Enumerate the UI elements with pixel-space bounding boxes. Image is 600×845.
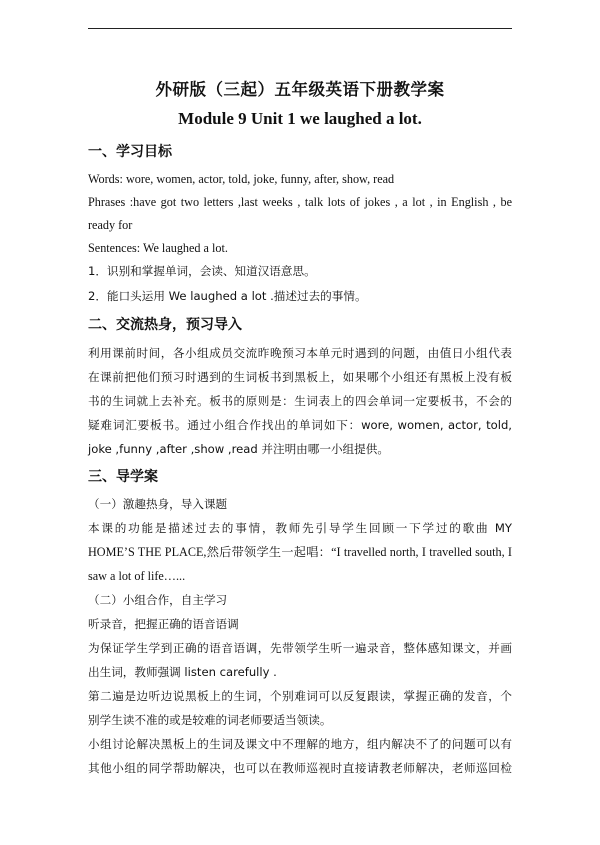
objective-item-2: 2．能口头运用 We laughed a lot .描述过去的事情。 bbox=[88, 289, 367, 303]
intro-para-line: HOME’S THE PLACE,然后带领学生一起唱：“I travelled north, I travelled south, I bbox=[88, 545, 512, 559]
warmup-para-line: 书的生词就上去补充。板书的原则是：生词表上的四会单词一定要板书，不会的 bbox=[88, 394, 512, 408]
intro-para-line: 本课的功能是描述过去的事情，教师先引导学生回顾一下学过的歌曲 MY bbox=[88, 521, 512, 535]
warmup-para-line: 疑难词汇要板书。通过小组合作找出的单词如下：wore, women, actor, told, bbox=[88, 418, 512, 432]
group-para-line: 第二遍是边听边说黑板上的生词，个别难词可以反复跟读，掌握正确的发音，个 bbox=[88, 689, 512, 703]
subsection-heading-1: （一）激趣热身，导入课题 bbox=[88, 497, 228, 511]
warmup-para-line: 在课前把他们预习时遇到的生词板书到黑板上，如果哪个小组还有黑板上没有板 bbox=[88, 370, 512, 384]
section-heading-objectives: 一、学习目标 bbox=[88, 144, 172, 160]
document-subtitle: Module 9 Unit 1 we laughed a lot. bbox=[178, 109, 422, 128]
warmup-para-line: joke ,funny ,after ,show ,read 并注明由哪一小组提供。 bbox=[88, 442, 389, 456]
group-para-line: 小组讨论解决黑板上的生词及课文中不理解的地方，组内解决不了的问题可以有 bbox=[88, 737, 512, 751]
section-heading-warmup: 二、交流热身，预习导入 bbox=[88, 317, 242, 333]
sentences-line: Sentences: We laughed a lot. bbox=[88, 241, 228, 255]
warmup-para-line: 利用课前时间，各小组成员交流昨晚预习本单元时遇到的问题，由值日小组代表 bbox=[88, 346, 512, 360]
phrases-line-1: Phrases :have got two letters ,last weeks , talk lots of jokes , a lot , in English , be bbox=[88, 195, 512, 209]
subsection-heading-2: （二）小组合作，自主学习 bbox=[88, 593, 228, 607]
group-para-line: 为保证学生学到正确的语音语调，先带领学生听一遍录音，整体感知课文，并画 bbox=[88, 641, 512, 655]
intro-para-line: saw a lot of life…... bbox=[88, 569, 186, 583]
group-para-line: 别学生读不准的或是较难的词老师要适当领读。 bbox=[88, 713, 332, 727]
group-para-line: 其他小组的同学帮助解决，也可以在教师巡视时直接请教老师解决，老师巡回检 bbox=[88, 761, 512, 775]
objective-item-1: 1．识别和掌握单词，会读、知道汉语意思。 bbox=[88, 264, 316, 278]
group-para-line: 听录音，把握正确的语音语调 bbox=[88, 617, 239, 631]
document-title: 外研版（三起）五年级英语下册教学案 bbox=[155, 80, 445, 99]
section-heading-guide: 三、导学案 bbox=[88, 469, 158, 485]
words-line: Words: wore, women, actor, told, joke, funny, after, show, read bbox=[88, 172, 395, 186]
phrases-line-2: ready for bbox=[88, 218, 133, 232]
group-para-line: 出生词，教师强调 listen carefully . bbox=[88, 665, 277, 679]
header-rule bbox=[88, 28, 512, 29]
